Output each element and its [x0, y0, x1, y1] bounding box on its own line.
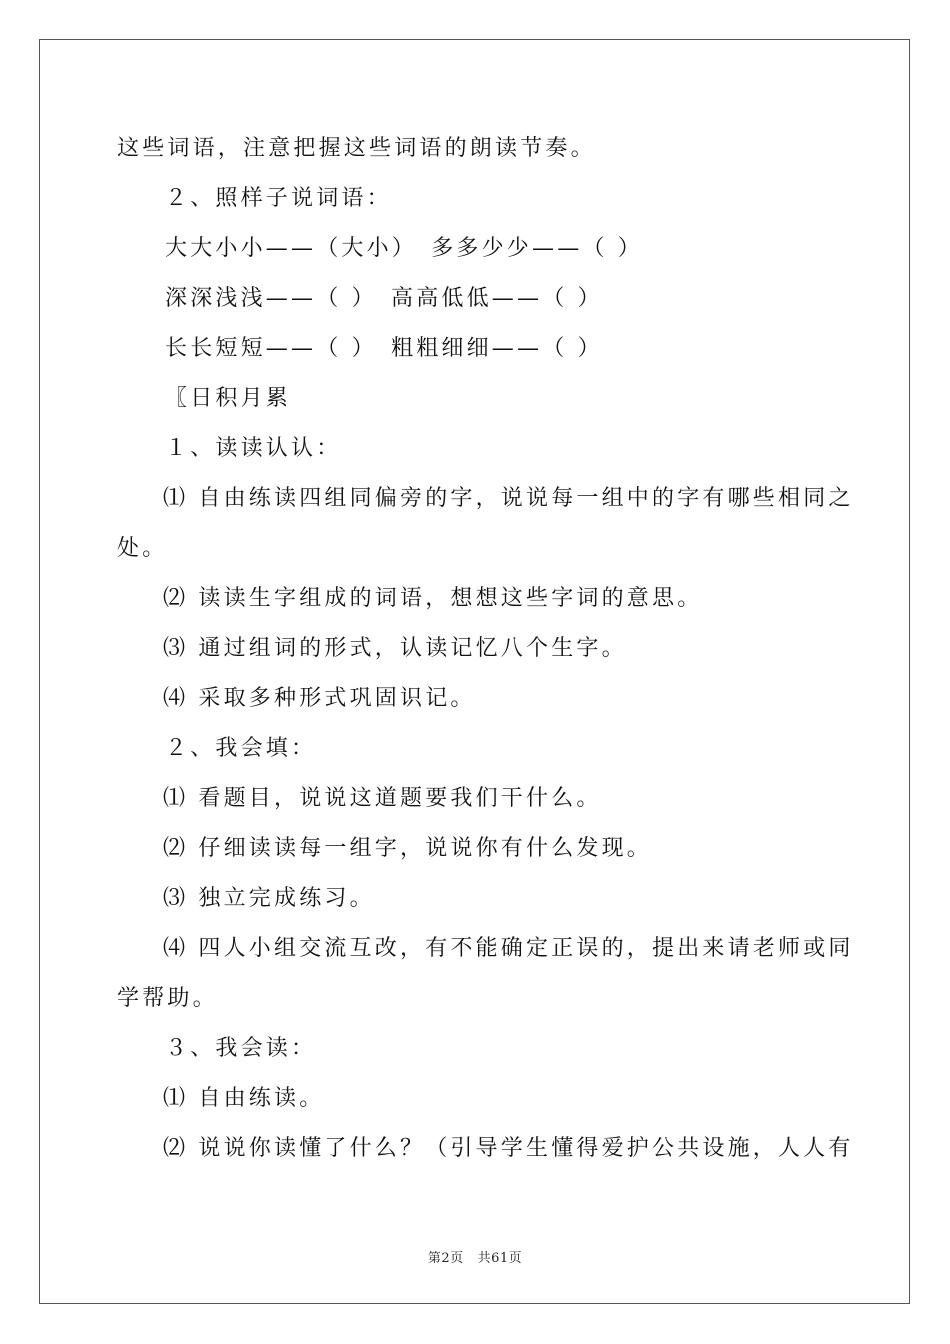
- section-heading: ３、我会读：: [165, 1036, 317, 1061]
- text-line: ⑵ 说说你读懂了什么？（引导学生懂得爱护公共设施，人人有: [163, 1136, 854, 1161]
- text-line: ⑶ 通过组词的形式，认读记忆八个生字。: [163, 636, 627, 661]
- text-line: ⑷ 四人小组交流互改，有不能确定正误的，提出来请老师或同: [163, 936, 854, 961]
- page-border: [39, 39, 910, 1304]
- text-line: 这些词语，注意把握这些词语的朗读节奏。: [117, 136, 596, 161]
- text-line: ⑴ 看题目，说说这道题要我们干什么。: [163, 786, 602, 811]
- section-heading: 〖日积月累: [165, 386, 292, 411]
- text-line: 处。: [117, 536, 168, 561]
- section-heading: ２、照样子说词语：: [165, 186, 392, 211]
- text-line: 长长短短——（ ） 粗粗细细——（ ）: [165, 336, 603, 361]
- text-line: ⑶ 独立完成练习。: [163, 886, 375, 911]
- section-heading: １、读读认认：: [165, 436, 342, 461]
- text-line: ⑴ 自由练读四组同偏旁的字，说说每一组中的字有哪些相同之: [163, 486, 854, 511]
- text-line: ⑵ 读读生字组成的词语，想想这些字词的意思。: [163, 586, 703, 611]
- page-number: 第2页: [427, 1251, 464, 1266]
- text-line: 大大小小——（大小） 多多少少——（ ）: [165, 236, 643, 261]
- text-line: 学帮助。: [117, 986, 218, 1011]
- page-total: 共61页: [477, 1251, 523, 1266]
- section-heading: ２、我会填：: [165, 736, 317, 761]
- text-line: ⑷ 采取多种形式巩固识记。: [163, 686, 476, 711]
- text-line: ⑴ 自由练读。: [163, 1086, 325, 1111]
- page-footer: [0, 1247, 950, 1266]
- text-line: ⑵ 仔细读读每一组字，说说你有什么发现。: [163, 836, 652, 861]
- text-line: 深深浅浅——（ ） 高高低低——（ ）: [165, 286, 603, 311]
